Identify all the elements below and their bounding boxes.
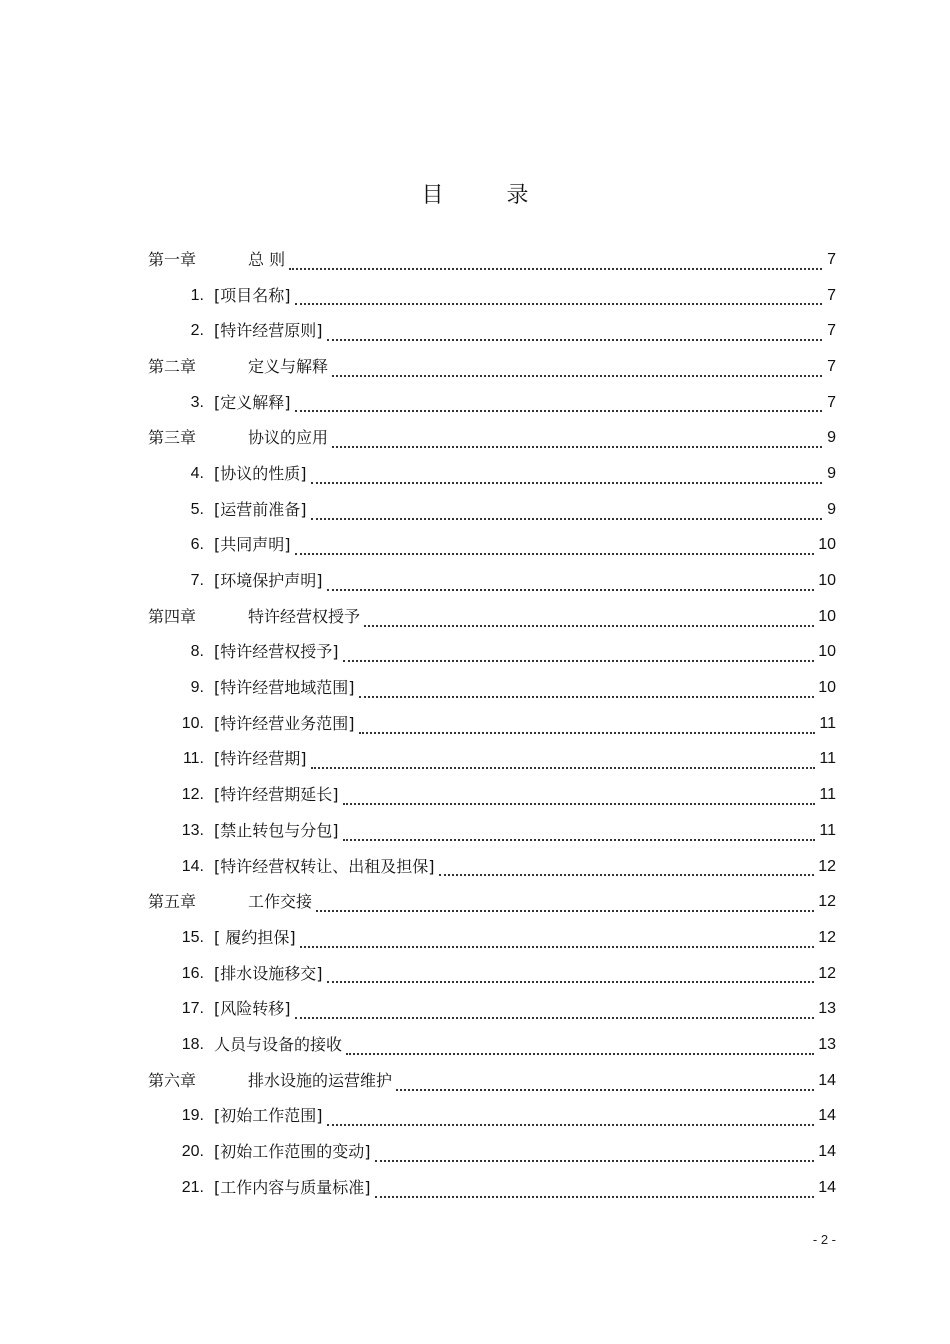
toc-section-entry[interactable] xyxy=(148,956,836,992)
toc-dot-leader xyxy=(343,838,816,841)
toc-entry-label: [特许经营期延长] xyxy=(214,785,339,805)
toc-entry-page: 14 xyxy=(818,1107,836,1125)
toc-entry-number: 12. xyxy=(181,786,204,804)
toc-entry-page: 12 xyxy=(818,964,836,982)
toc-entry-number: 20. xyxy=(181,1143,204,1161)
toc-section-entry[interactable] xyxy=(148,991,836,1027)
page-title: 目 录 xyxy=(421,183,557,208)
toc-entry-label: [特许经营期] xyxy=(214,749,307,769)
toc-dot-leader xyxy=(375,1195,815,1198)
toc-entry-label: [风险转移] xyxy=(214,999,291,1019)
toc-entry-page: 7 xyxy=(827,322,836,340)
toc-dot-leader xyxy=(327,1123,815,1126)
toc-dot-leader xyxy=(316,909,814,912)
toc-entry-page: 12 xyxy=(818,893,836,911)
toc-entry-page: 12 xyxy=(818,928,836,946)
toc-chapter-entry[interactable] xyxy=(148,242,836,278)
toc-section-entry[interactable] xyxy=(148,563,836,599)
toc-entry-label: [特许经营业务范围] xyxy=(214,713,355,733)
table-of-contents xyxy=(148,242,836,1206)
toc-entry-number: 15. xyxy=(181,928,204,946)
toc-entry-label: [特许经营地域范围] xyxy=(214,678,355,698)
toc-entry-page: 7 xyxy=(827,286,836,304)
toc-entry-number: 第二章 xyxy=(148,356,197,376)
toc-entry-label: 总 则 xyxy=(248,249,286,269)
toc-entry-page: 9 xyxy=(827,464,836,482)
toc-section-entry[interactable] xyxy=(148,1170,836,1206)
toc-entry-label: 协议的应用 xyxy=(248,428,329,448)
toc-entry-number: 第六章 xyxy=(148,1070,197,1090)
toc-entry-label: [禁止转包与分包] xyxy=(214,820,339,840)
toc-entry-number: 7. xyxy=(190,572,204,590)
toc-chapter-entry[interactable] xyxy=(148,349,836,385)
toc-dot-leader xyxy=(332,374,822,377)
toc-entry-label: [特许经营权授予] xyxy=(214,642,339,662)
toc-entry-page: 11 xyxy=(819,714,836,732)
toc-section-entry[interactable] xyxy=(148,456,836,492)
toc-chapter-entry[interactable] xyxy=(148,420,836,456)
toc-chapter-entry[interactable] xyxy=(148,1063,836,1099)
toc-entry-number: 10. xyxy=(181,714,204,732)
toc-section-entry[interactable] xyxy=(148,706,836,742)
toc-dot-leader xyxy=(343,802,816,805)
toc-entry-page: 7 xyxy=(827,250,836,268)
toc-section-entry[interactable] xyxy=(148,849,836,885)
toc-entry-label: 定义与解释 xyxy=(248,356,329,376)
toc-entry-label: 工作交接 xyxy=(248,892,313,912)
toc-dot-leader xyxy=(332,445,822,448)
toc-entry-page: 11 xyxy=(819,750,836,768)
toc-section-entry[interactable] xyxy=(148,777,836,813)
toc-entry-number: 4. xyxy=(190,464,204,482)
toc-dot-leader xyxy=(327,338,823,341)
toc-entry-label: [初始工作范围的变动] xyxy=(214,1142,371,1162)
toc-entry-page: 11 xyxy=(819,821,836,839)
toc-entry-label: [ 履约担保] xyxy=(214,927,296,947)
toc-entry-label: [运营前准备] xyxy=(214,499,307,519)
toc-section-entry[interactable] xyxy=(148,635,836,671)
toc-entry-number: 21. xyxy=(181,1178,204,1196)
toc-dot-leader xyxy=(300,945,815,948)
toc-entry-page: 12 xyxy=(818,857,836,875)
toc-dot-leader xyxy=(439,873,815,876)
toc-entry-page: 10 xyxy=(818,536,836,554)
toc-entry-number: 1. xyxy=(190,286,204,304)
toc-section-entry[interactable] xyxy=(148,813,836,849)
toc-entry-number: 17. xyxy=(181,1000,204,1018)
toc-entry-page: 13 xyxy=(818,1000,836,1018)
toc-entry-page: 13 xyxy=(818,1035,836,1053)
toc-dot-leader xyxy=(289,267,822,270)
toc-dot-leader xyxy=(311,481,823,484)
toc-entry-number: 18. xyxy=(181,1035,204,1053)
toc-dot-leader xyxy=(343,659,815,662)
toc-chapter-entry[interactable] xyxy=(148,884,836,920)
toc-entry-label: [项目名称] xyxy=(214,285,291,305)
toc-entry-number: 6. xyxy=(190,536,204,554)
toc-entry-label: [定义解释] xyxy=(214,392,291,412)
toc-entry-number: 9. xyxy=(190,679,204,697)
toc-dot-leader xyxy=(327,588,815,591)
toc-section-entry[interactable] xyxy=(148,492,836,528)
toc-section-entry[interactable] xyxy=(148,528,836,564)
toc-section-entry[interactable] xyxy=(148,1027,836,1063)
toc-entry-page: 10 xyxy=(818,679,836,697)
toc-entry-label: [协议的性质] xyxy=(214,463,307,483)
toc-entry-number: 11. xyxy=(182,750,204,768)
toc-entry-label: [排水设施移交] xyxy=(214,963,323,983)
toc-dot-leader xyxy=(359,731,816,734)
toc-chapter-entry[interactable] xyxy=(148,599,836,635)
toc-dot-leader xyxy=(295,552,815,555)
toc-dot-leader xyxy=(346,1052,814,1055)
toc-entry-label: [特许经营原则] xyxy=(214,321,323,341)
toc-entry-page: 14 xyxy=(818,1071,836,1089)
toc-entry-page: 10 xyxy=(818,572,836,590)
toc-dot-leader xyxy=(396,1088,814,1091)
toc-section-entry[interactable] xyxy=(148,313,836,349)
toc-entry-number: 5. xyxy=(190,500,204,518)
toc-section-entry[interactable] xyxy=(148,670,836,706)
toc-entry-label: [特许经营权转让、出租及担保] xyxy=(214,856,435,876)
toc-section-entry[interactable] xyxy=(148,278,836,314)
toc-entry-number: 13. xyxy=(181,821,204,839)
toc-dot-leader xyxy=(295,302,823,305)
toc-entry-number: 2. xyxy=(190,322,204,340)
toc-dot-leader xyxy=(311,766,816,769)
toc-dot-leader xyxy=(364,624,814,627)
toc-entry-number: 16. xyxy=(181,964,204,982)
toc-entry-label: [共同声明] xyxy=(214,535,291,555)
toc-dot-leader xyxy=(311,517,823,520)
toc-entry-page: 10 xyxy=(818,643,836,661)
toc-entry-number: 第五章 xyxy=(148,892,197,912)
toc-entry-page: 11 xyxy=(819,786,836,804)
toc-dot-leader xyxy=(375,1159,815,1162)
toc-entry-page: 7 xyxy=(827,357,836,375)
toc-section-entry[interactable] xyxy=(148,742,836,778)
toc-dot-leader xyxy=(295,409,823,412)
toc-entry-number: 19. xyxy=(181,1107,204,1125)
toc-entry-number: 8. xyxy=(190,643,204,661)
toc-entry-page: 9 xyxy=(827,500,836,518)
toc-entry-label: [环境保护声明] xyxy=(214,571,323,591)
toc-entry-number: 第一章 xyxy=(148,249,197,269)
toc-dot-leader xyxy=(295,1016,815,1019)
page-number: - 2 - xyxy=(812,1232,836,1247)
toc-entry-page: 10 xyxy=(818,607,836,625)
toc-dot-leader xyxy=(327,980,815,983)
toc-entry-label: 排水设施的运营维护 xyxy=(248,1070,393,1090)
toc-entry-number: 第四章 xyxy=(148,606,197,626)
toc-entry-page: 7 xyxy=(827,393,836,411)
toc-section-entry[interactable] xyxy=(148,1099,836,1135)
toc-entry-page: 14 xyxy=(818,1178,836,1196)
toc-entry-label: 人员与设备的接收 xyxy=(214,1034,343,1054)
toc-entry-label: 特许经营权授予 xyxy=(248,606,361,626)
toc-entry-label: [工作内容与质量标准] xyxy=(214,1177,371,1197)
toc-entry-number: 14. xyxy=(181,857,204,875)
toc-entry-number: 3. xyxy=(190,393,204,411)
toc-section-entry[interactable] xyxy=(148,385,836,421)
toc-entry-label: [初始工作范围] xyxy=(214,1106,323,1126)
toc-section-entry[interactable] xyxy=(148,920,836,956)
toc-entry-number: 第三章 xyxy=(148,428,197,448)
toc-dot-leader xyxy=(359,695,815,698)
toc-entry-page: 14 xyxy=(818,1143,836,1161)
toc-entry-page: 9 xyxy=(827,429,836,447)
toc-section-entry[interactable] xyxy=(148,1134,836,1170)
